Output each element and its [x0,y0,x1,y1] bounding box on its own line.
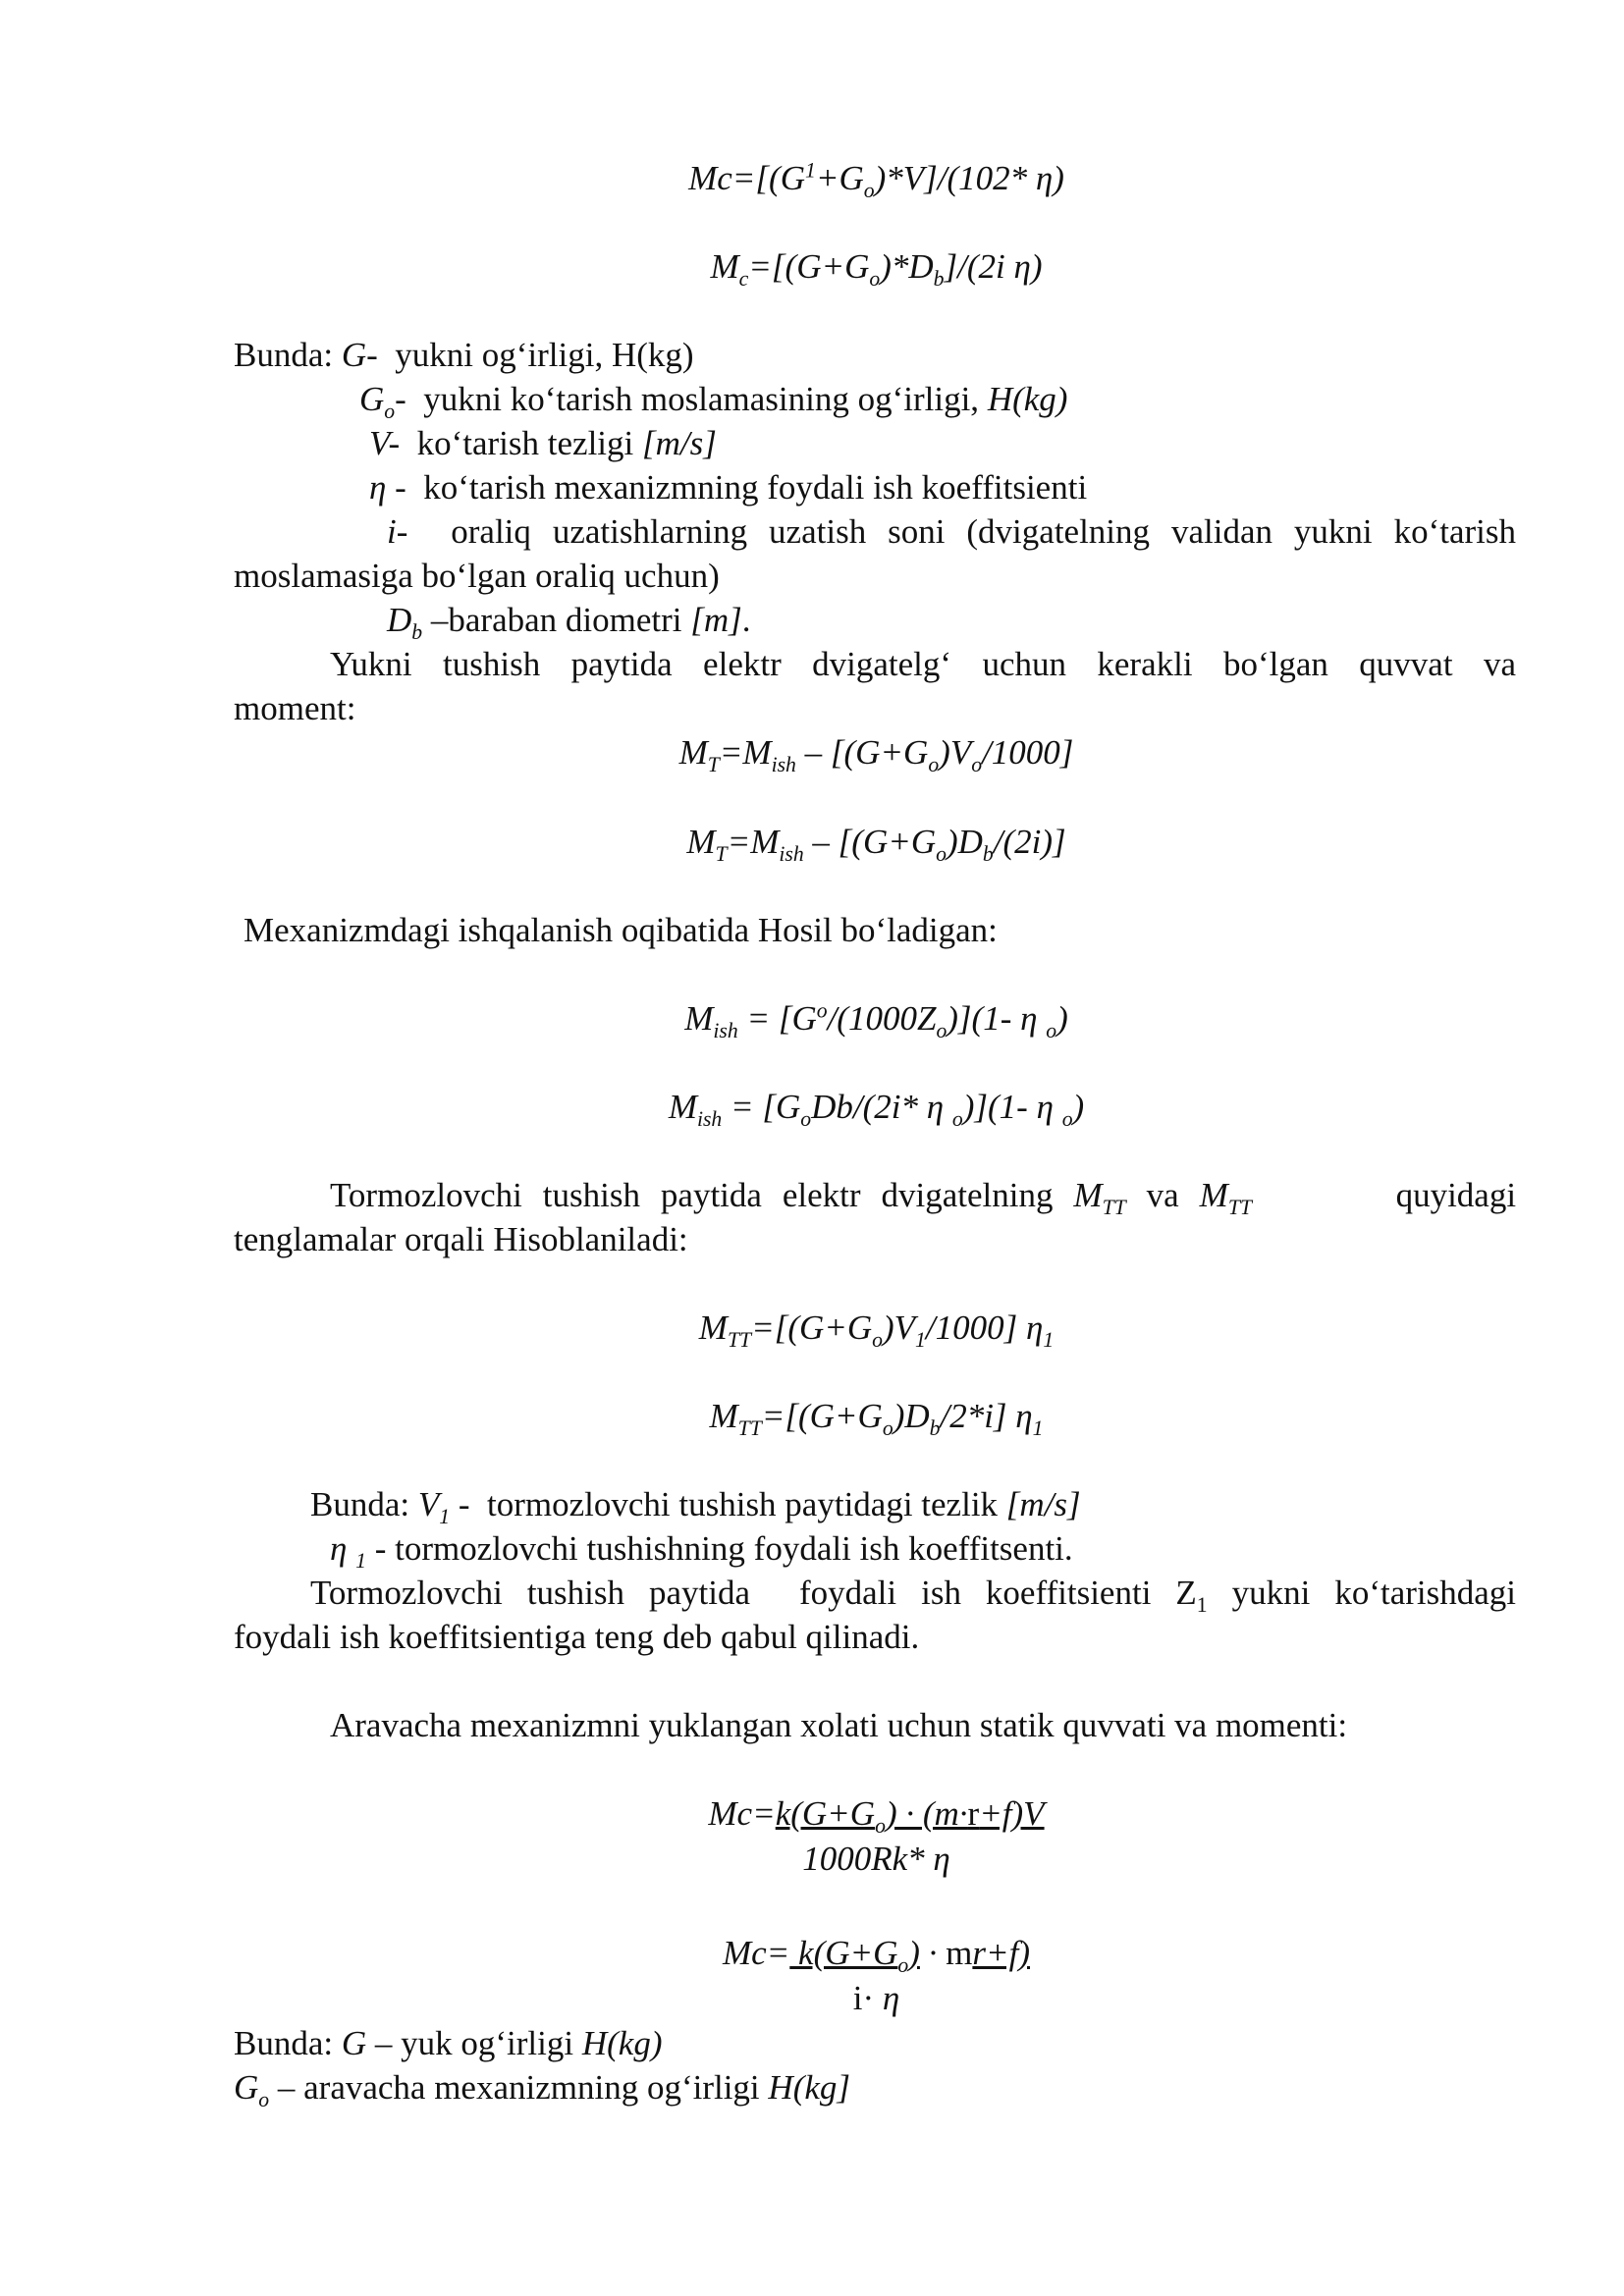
formula-trolley-moment-1-numerator: $Mc=k(G+G_o) \cdot (m\cdot r+f)V$ [708,1794,1045,1838]
formula-friction-moment-2: $M_{ish} = [G_oDb/(2i*$ η $_o$)](1- η $_o$) [668,1088,1085,1131]
paragraph-friction: Mexanizmdagi ishqalanish oqibatida Hosil bo‘ladigan: [244,911,998,949]
formula-lowering-moment-1: $M_T=M_{ish} - [(G+G_o)V_o/1000]$ [678,733,1074,776]
legend-go: $G_o-$ yukni ko‘tarish moslamasining og‘irligi, H(kg) [359,380,1068,423]
formula-friction-moment-1: $M_{ish} = [G^o/(1000Z_o)](1-$ η $_o$) [684,998,1068,1042]
legend-g: Bunda: G- yukni og‘irligi, H(kg) [234,336,694,374]
legend-go-trolley: $G_o$ – aravacha mexanizmning og‘irligi H(kg] [234,2068,851,2111]
legend-i: i- oraliq uzatishlarning uzatish soni (dvigatelning validan yukni ko‘tarish [387,512,1516,551]
formula-trolley-moment-2-numerator: $Mc= k(G+G_o) \cdot mr+f$) [722,1934,1031,1977]
formula-braking-moment-2: $M_{TT}=[(G+G_o)D_b/2*i]$ $\eta_1$ [709,1397,1044,1440]
legend-eta: η - ko‘tarish mexanizmning foydali ish koeffitsienti [369,468,1088,507]
formula-static-moment-1: $Mc=[(G^1+G_o)*V]/(102*$ η) [688,158,1064,202]
paragraph-lowering: Yukni tushish paytida elektr dvigatelg‘ uchun kerakli bo‘lgan quvvat va [330,645,1516,683]
formula-static-moment-2: $M_c=[(G+G_o)*D_b]/(2i$ η) [710,247,1043,291]
legend-g-trolley: Bunda: G – yuk og‘irligi H(kg) [234,2024,663,2062]
paragraph-braking: Tormozlovchi tushish paytida elektr dvigatelning $M_{TT}$ va $M_{TT}$ quyidagi [330,1176,1517,1219]
paragraph-braking-cont: tenglamalar orqali Hisoblaniladi: [234,1220,688,1258]
formula-trolley-moment-1-denominator: 1000Rk* η [802,1840,950,1878]
legend-i-cont: moslamasiga bo‘lgan oraliq uchun) [234,557,720,595]
legend-v1: Bunda: $V_1$ - tormozlovchi tushish paytidagi tezlik [m/s] [310,1485,1081,1528]
formula-trolley-moment-2-denominator: i· η [852,1979,900,2017]
formula-braking-moment-1: $M_{TT}=[(G+G_o)V_1/1000]$ $\eta_1$ [698,1308,1055,1352]
paragraph-efficiency-cont: foydali ish koeffitsientiga teng deb qabul qilinadi. [234,1618,920,1656]
legend-v: V- ko‘tarish tezligi [m/s] [369,424,717,462]
legend-eta1: η $_1$ - tormozlovchi tushishning foydali ish koeffitsenti. [330,1529,1073,1573]
paragraph-trolley: Aravacha mexanizmni yuklangan xolati uchun statik quvvati va momenti: [330,1706,1348,1744]
paragraph-lowering-cont: moment: [234,689,356,727]
legend-db: $D_b$ –baraban diometri [m]. [387,601,751,644]
formula-lowering-moment-2: $M_T=M_{ish} - [(G+G_o)D_b/(2i)]$ [686,823,1066,866]
paragraph-efficiency: Tormozlovchi tushish paytida foydali ish koeffitsienti $Z_1$ yukni ko‘tarishdagi [310,1574,1516,1617]
